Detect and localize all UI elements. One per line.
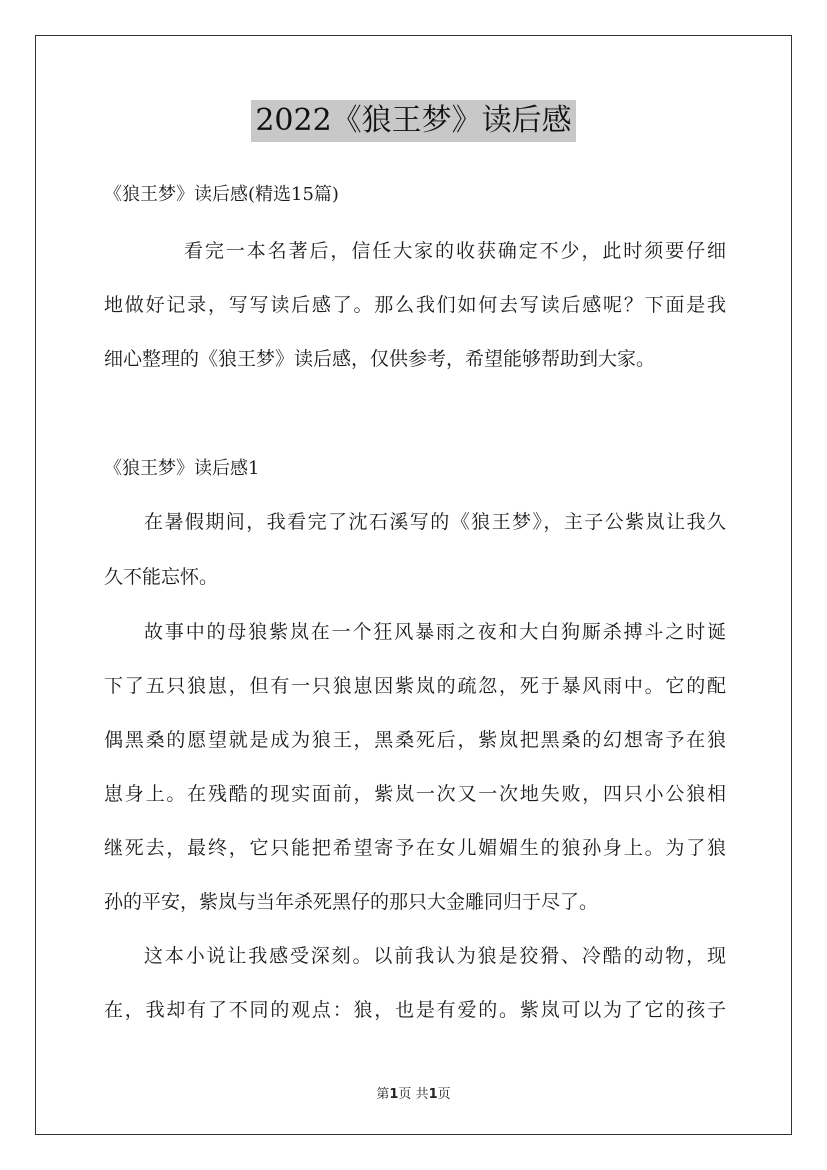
intro-line-1: 看完一本名著后，信任大家的收获确定不少，此时须要仔细 — [184, 240, 726, 262]
paragraph2-line-4: 崽身上。在残酷的现实面前，紫岚一次又一次地失败，四只小公狼相 — [104, 783, 726, 805]
document-title: 2022《狼王梦》读后感 — [251, 100, 575, 142]
footer-page-prefix: 第 — [376, 1087, 390, 1102]
paragraph2-line-5: 继死去，最终，它只能把希望寄予在女儿媚媚生的狼孙身上。为了狼 — [104, 837, 726, 859]
page-footer — [0, 1083, 827, 1102]
footer-page-suffix: 页 — [437, 1087, 451, 1102]
paragraph3-line-2: 在，我却有了不同的观点：狼，也是有爱的。紫岚可以为了它的孩子 — [104, 999, 726, 1021]
paragraph2-line-6: 孙的平安，紫岚与当年杀死黑仔的那只大金雕同归于尽了。 — [104, 891, 599, 913]
document-subtitle: 《狼王梦》读后感(精选15篇) — [104, 184, 339, 205]
footer-page-current: 1 — [389, 1087, 399, 1102]
section-heading: 《狼王梦》读后感1 — [104, 458, 260, 479]
paragraph3-line-1: 这本小说让我感受深刻。以前我认为狼是狡猾、冷酷的动物，现 — [144, 945, 726, 967]
paragraph1-line-1: 在暑假期间，我看完了沈石溪写的《狼王梦》，主子公紫岚让我久 — [144, 511, 726, 533]
paragraph1-line-2: 久不能忘怀。 — [104, 566, 219, 588]
title-container — [0, 100, 827, 142]
paragraph2-line-2: 下了五只狼崽，但有一只狼崽因紫岚的疏忽，死于暴风雨中。它的配 — [104, 675, 726, 697]
paragraph2-line-1: 故事中的母狼紫岚在一个狂风暴雨之夜和大白狗厮杀搏斗之时诞 — [144, 621, 726, 643]
intro-line-2: 地做好记录，写写读后感了。那么我们如何去写读后感呢？下面是我 — [104, 294, 726, 316]
footer-page-total: 1 — [428, 1087, 438, 1102]
footer-page-mid: 页 共 — [398, 1087, 429, 1102]
intro-line-3: 细心整理的《狼王梦》读后感，仅供参考，希望能够帮助到大家。 — [104, 348, 656, 370]
paragraph2-line-3: 偶黑桑的愿望就是成为狼王，黑桑死后，紫岚把黑桑的幻想寄予在狼 — [104, 729, 726, 751]
